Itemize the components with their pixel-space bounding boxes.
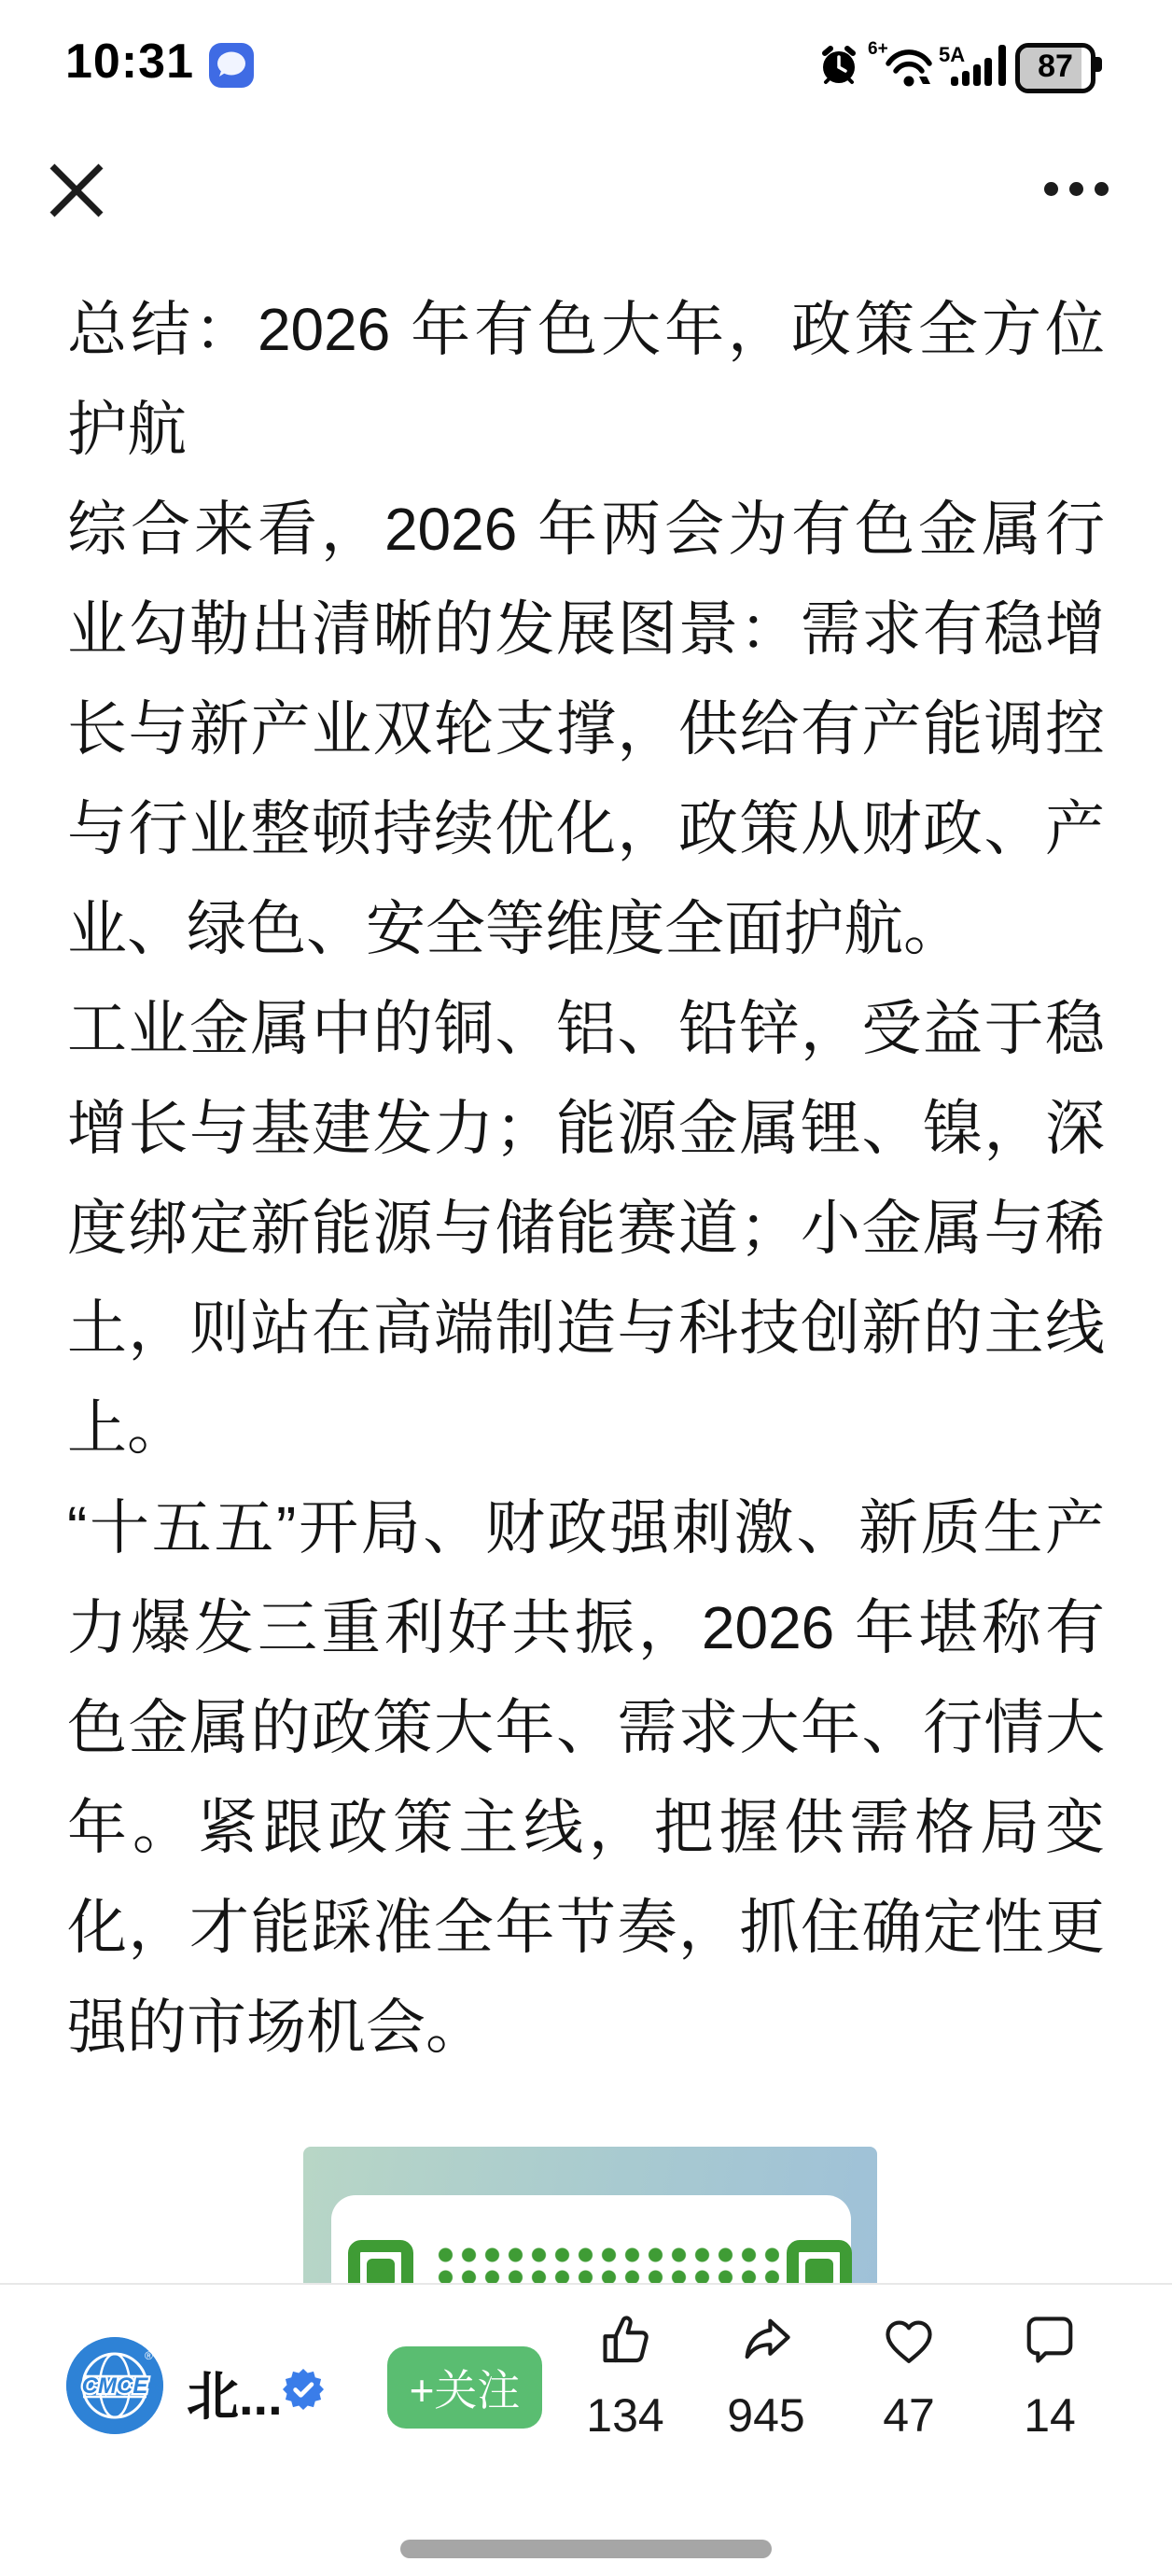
- comment-count: 14: [1024, 2389, 1076, 2442]
- like-button[interactable]: [560, 2309, 691, 2443]
- close-icon: [37, 151, 116, 230]
- wifi-6plus-label: 6+: [868, 39, 888, 59]
- thumbs-up-icon: [594, 2309, 656, 2371]
- battery-percent: 87: [1038, 49, 1073, 84]
- share-arrow-icon: [735, 2309, 797, 2371]
- messages-app-icon: [209, 43, 254, 88]
- verified-badge-icon: [283, 2369, 324, 2415]
- battery-icon: [1015, 43, 1095, 93]
- favorite-button[interactable]: [844, 2309, 974, 2443]
- heart-icon: [878, 2309, 940, 2371]
- follow-button-label: +关注: [409, 2366, 521, 2415]
- article-paragraph: 总结：2026 年有色大年，政策全方位护航: [67, 296, 1105, 463]
- author-name[interactable]: 北...: [187, 2367, 283, 2426]
- comment-button[interactable]: [984, 2309, 1115, 2443]
- qr-dots: [432, 2242, 779, 2283]
- favorite-count: 47: [883, 2389, 935, 2442]
- status-time: 10:31: [65, 35, 194, 89]
- qr-finder-left: [348, 2240, 413, 2283]
- network-type-label: 5A: [939, 43, 966, 66]
- battery-nub: [1095, 57, 1102, 72]
- share-count: 945: [727, 2389, 805, 2442]
- avatar-logo-text: CMCE: [81, 2373, 148, 2399]
- wifi-icon: [868, 39, 935, 94]
- svg-text:®: ®: [145, 2349, 153, 2362]
- bottom-bar: [0, 2283, 1172, 2576]
- home-indicator[interactable]: [400, 2540, 772, 2558]
- alarm-clock-icon: [817, 45, 860, 92]
- share-button[interactable]: [701, 2309, 831, 2443]
- follow-button[interactable]: [387, 2346, 542, 2429]
- qr-finder-right: [787, 2240, 852, 2283]
- article-paragraph: 综合来看，2026 年两会为有色金属行业勾勒出清晰的发展图景：需求有稳增长与新产业双轮支撑，供给有产能调控与行业整顿持续优化，政策从财政、产业、绿色、安全等维度全面护航。: [67, 496, 1105, 962]
- comment-bubble-icon: [1019, 2309, 1081, 2371]
- more-button[interactable]: [1030, 164, 1123, 213]
- more-dots-icon: [1044, 182, 1058, 196]
- author-avatar[interactable]: [66, 2337, 163, 2434]
- qr-card: [331, 2195, 851, 2283]
- article-paragraph: 工业金属中的铜、铝、铅锌，受益于稳增长与基建发力；能源金属锂、镍，深度绑定新能源与储能赛道；小金属与稀土，则站在高端制造与科技创新的主线上。: [67, 995, 1105, 1462]
- close-button[interactable]: [37, 151, 116, 230]
- article-body: [67, 280, 1105, 2078]
- cellular-signal-icon: [939, 41, 1013, 88]
- embedded-qr-image[interactable]: [303, 2147, 877, 2283]
- like-count: 134: [586, 2389, 664, 2442]
- article-paragraph: “十五五”开局、财政强刺激、新质生产力爆发三重利好共振，2026 年堪称有色金属的政策大年、需求大年、行情大年。紧跟政策主线，把握供需格局变化，才能踩准全年节奏，抓住确定性更强的市场机会。: [67, 1494, 1105, 2061]
